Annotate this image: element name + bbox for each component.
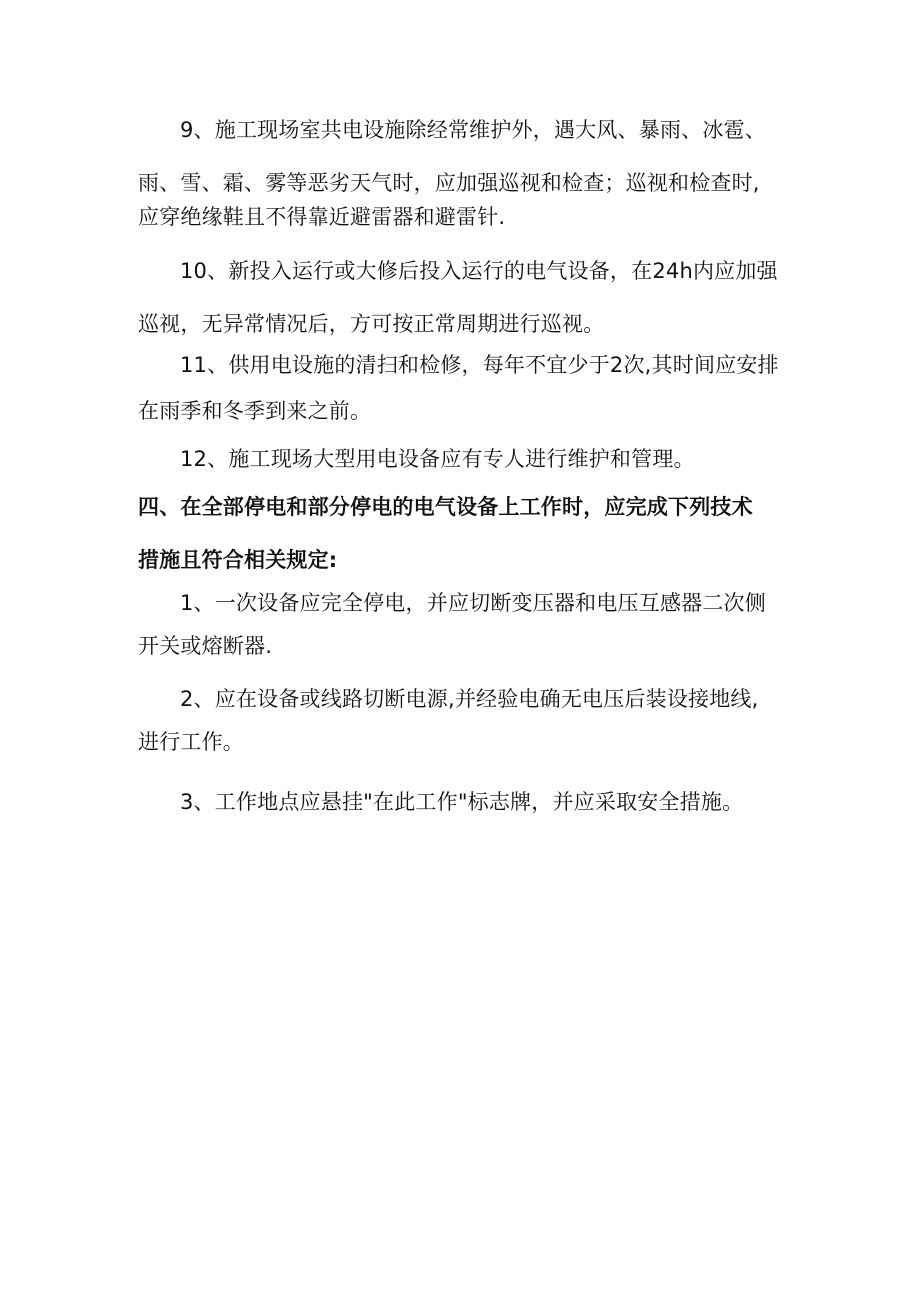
paragraph-line: 1、一次设备应完全停电，并应切断变压器和电压互感器二次侧 [180, 591, 766, 615]
paragraph-line: 巡视，无异常情况后，方可按正常周期进行巡视。 [138, 312, 605, 336]
paragraph-line: 应穿绝缘鞋且不得靠近避雷器和避雷针. [138, 205, 506, 229]
section-heading-line: 四、在全部停电和部分停电的电气设备上工作时，应完成下列技术 [138, 495, 753, 519]
paragraph-line: 进行工作。 [138, 730, 244, 754]
paragraph-sub-2 [138, 689, 793, 753]
paragraph-sub-1 [138, 593, 793, 657]
paragraph-line: 10、新投入运行或大修后投入运行的电气设备，在24h内应加强 [180, 259, 778, 283]
paragraph-item-9 [138, 120, 793, 228]
paragraph-line: 11、供用电设施的清扫和检修，每年不宜少于2次,其时间应安排 [180, 353, 779, 377]
paragraph-item-10 [138, 261, 793, 335]
paragraph-line: 雨、雪、霜、雾等恶劣天气时，应加强巡视和检查；巡视和检查时, [138, 171, 760, 195]
paragraph-line: 2、应在设备或线路切断电源,并经验电确无电压后装设接地线, [180, 687, 759, 711]
paragraph-line: 3、工作地点应悬挂"在此工作"标志牌，并应采取安全措施。 [180, 790, 744, 814]
paragraph-item-12 [138, 449, 793, 470]
paragraph-line: 9、施工现场室共电设施除经常维护外，遇大风、暴雨、冰雹、 [180, 118, 766, 142]
section-heading-line: 措施且符合相关规定: [138, 548, 338, 572]
paragraph-line: 开关或熔断器. [138, 634, 273, 658]
paragraph-item-11 [138, 355, 793, 422]
paragraph-line: 在雨季和冬季到来之前。 [138, 399, 372, 423]
paragraph-line: 12、施工现场大型用电设备应有专人进行维护和管理。 [180, 447, 695, 471]
section-heading-4 [138, 497, 793, 571]
paragraph-sub-3 [138, 792, 793, 813]
